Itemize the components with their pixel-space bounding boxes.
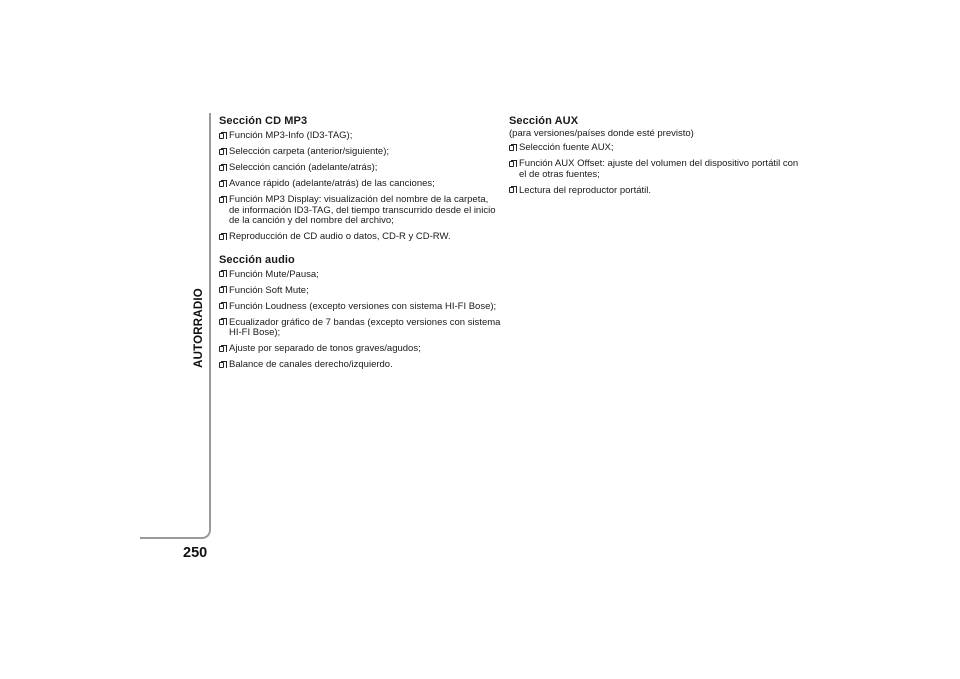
checkbox-bullet-icon bbox=[219, 149, 224, 155]
checkbox-bullet-icon bbox=[219, 181, 224, 187]
section-title-aux: Sección AUX bbox=[509, 115, 579, 127]
list-item: Balance de canales derecho/izquierdo. bbox=[219, 360, 501, 371]
section-title-cd-mp3: Sección CD MP3 bbox=[219, 115, 308, 127]
section-subtitle-aux: (para versiones/países donde esté previsto) bbox=[509, 128, 694, 139]
checkbox-bullet-icon bbox=[509, 145, 514, 151]
checkbox-bullet-icon bbox=[219, 303, 224, 309]
aux-list bbox=[509, 143, 799, 196]
checkbox-bullet-icon bbox=[219, 287, 224, 293]
list-item: Función Soft Mute; bbox=[219, 286, 501, 297]
list-item: Función MP3 Display: visualización del nombre de la carpeta, de información ID3-TAG, del tiempo transcurrido desde el inicio de la canción y del nombre del archivo; bbox=[219, 195, 501, 227]
list-item: Selección canción (adelante/atrás); bbox=[219, 163, 501, 174]
audio-list bbox=[219, 270, 501, 371]
list-item: Selección fuente AUX; bbox=[509, 143, 799, 154]
checkbox-bullet-icon bbox=[219, 362, 224, 368]
page-number: 250 bbox=[183, 545, 208, 561]
checkbox-bullet-icon bbox=[509, 187, 514, 193]
list-item: Función AUX Offset: ajuste del volumen del dispositivo portátil con el de otras fuentes; bbox=[509, 159, 799, 180]
checkbox-bullet-icon bbox=[219, 133, 224, 139]
list-item: Lectura del reproductor portátil. bbox=[509, 186, 799, 197]
checkbox-bullet-icon bbox=[219, 346, 224, 352]
section-title-audio: Sección audio bbox=[219, 253, 295, 266]
checkbox-bullet-icon bbox=[509, 161, 514, 167]
left-column bbox=[219, 115, 501, 376]
checkbox-bullet-icon bbox=[219, 234, 224, 240]
checkbox-bullet-icon bbox=[219, 197, 224, 203]
list-item: Reproducción de CD audio o datos, CD-R y CD-RW. bbox=[219, 232, 501, 243]
cd-mp3-list bbox=[219, 131, 501, 243]
list-item: Selección carpeta (anterior/siguiente); bbox=[219, 147, 501, 158]
list-item: Función Loudness (excepto versiones con sistema HI-FI Bose); bbox=[219, 302, 501, 313]
checkbox-bullet-icon bbox=[219, 165, 224, 171]
checkbox-bullet-icon bbox=[219, 271, 224, 277]
checkbox-bullet-icon bbox=[219, 319, 224, 325]
list-item: Función Mute/Pausa; bbox=[219, 270, 501, 281]
right-column bbox=[509, 115, 799, 202]
chapter-tab-label: AUTORRADIO bbox=[193, 288, 205, 368]
list-item: Función MP3-Info (ID3-TAG); bbox=[219, 131, 501, 142]
list-item: Ajuste por separado de tonos graves/agudos; bbox=[219, 344, 501, 355]
list-item: Ecualizador gráfico de 7 bandas (excepto versiones con sistema HI-FI Bose); bbox=[219, 318, 501, 339]
list-item: Avance rápido (adelante/atrás) de las canciones; bbox=[219, 179, 501, 190]
